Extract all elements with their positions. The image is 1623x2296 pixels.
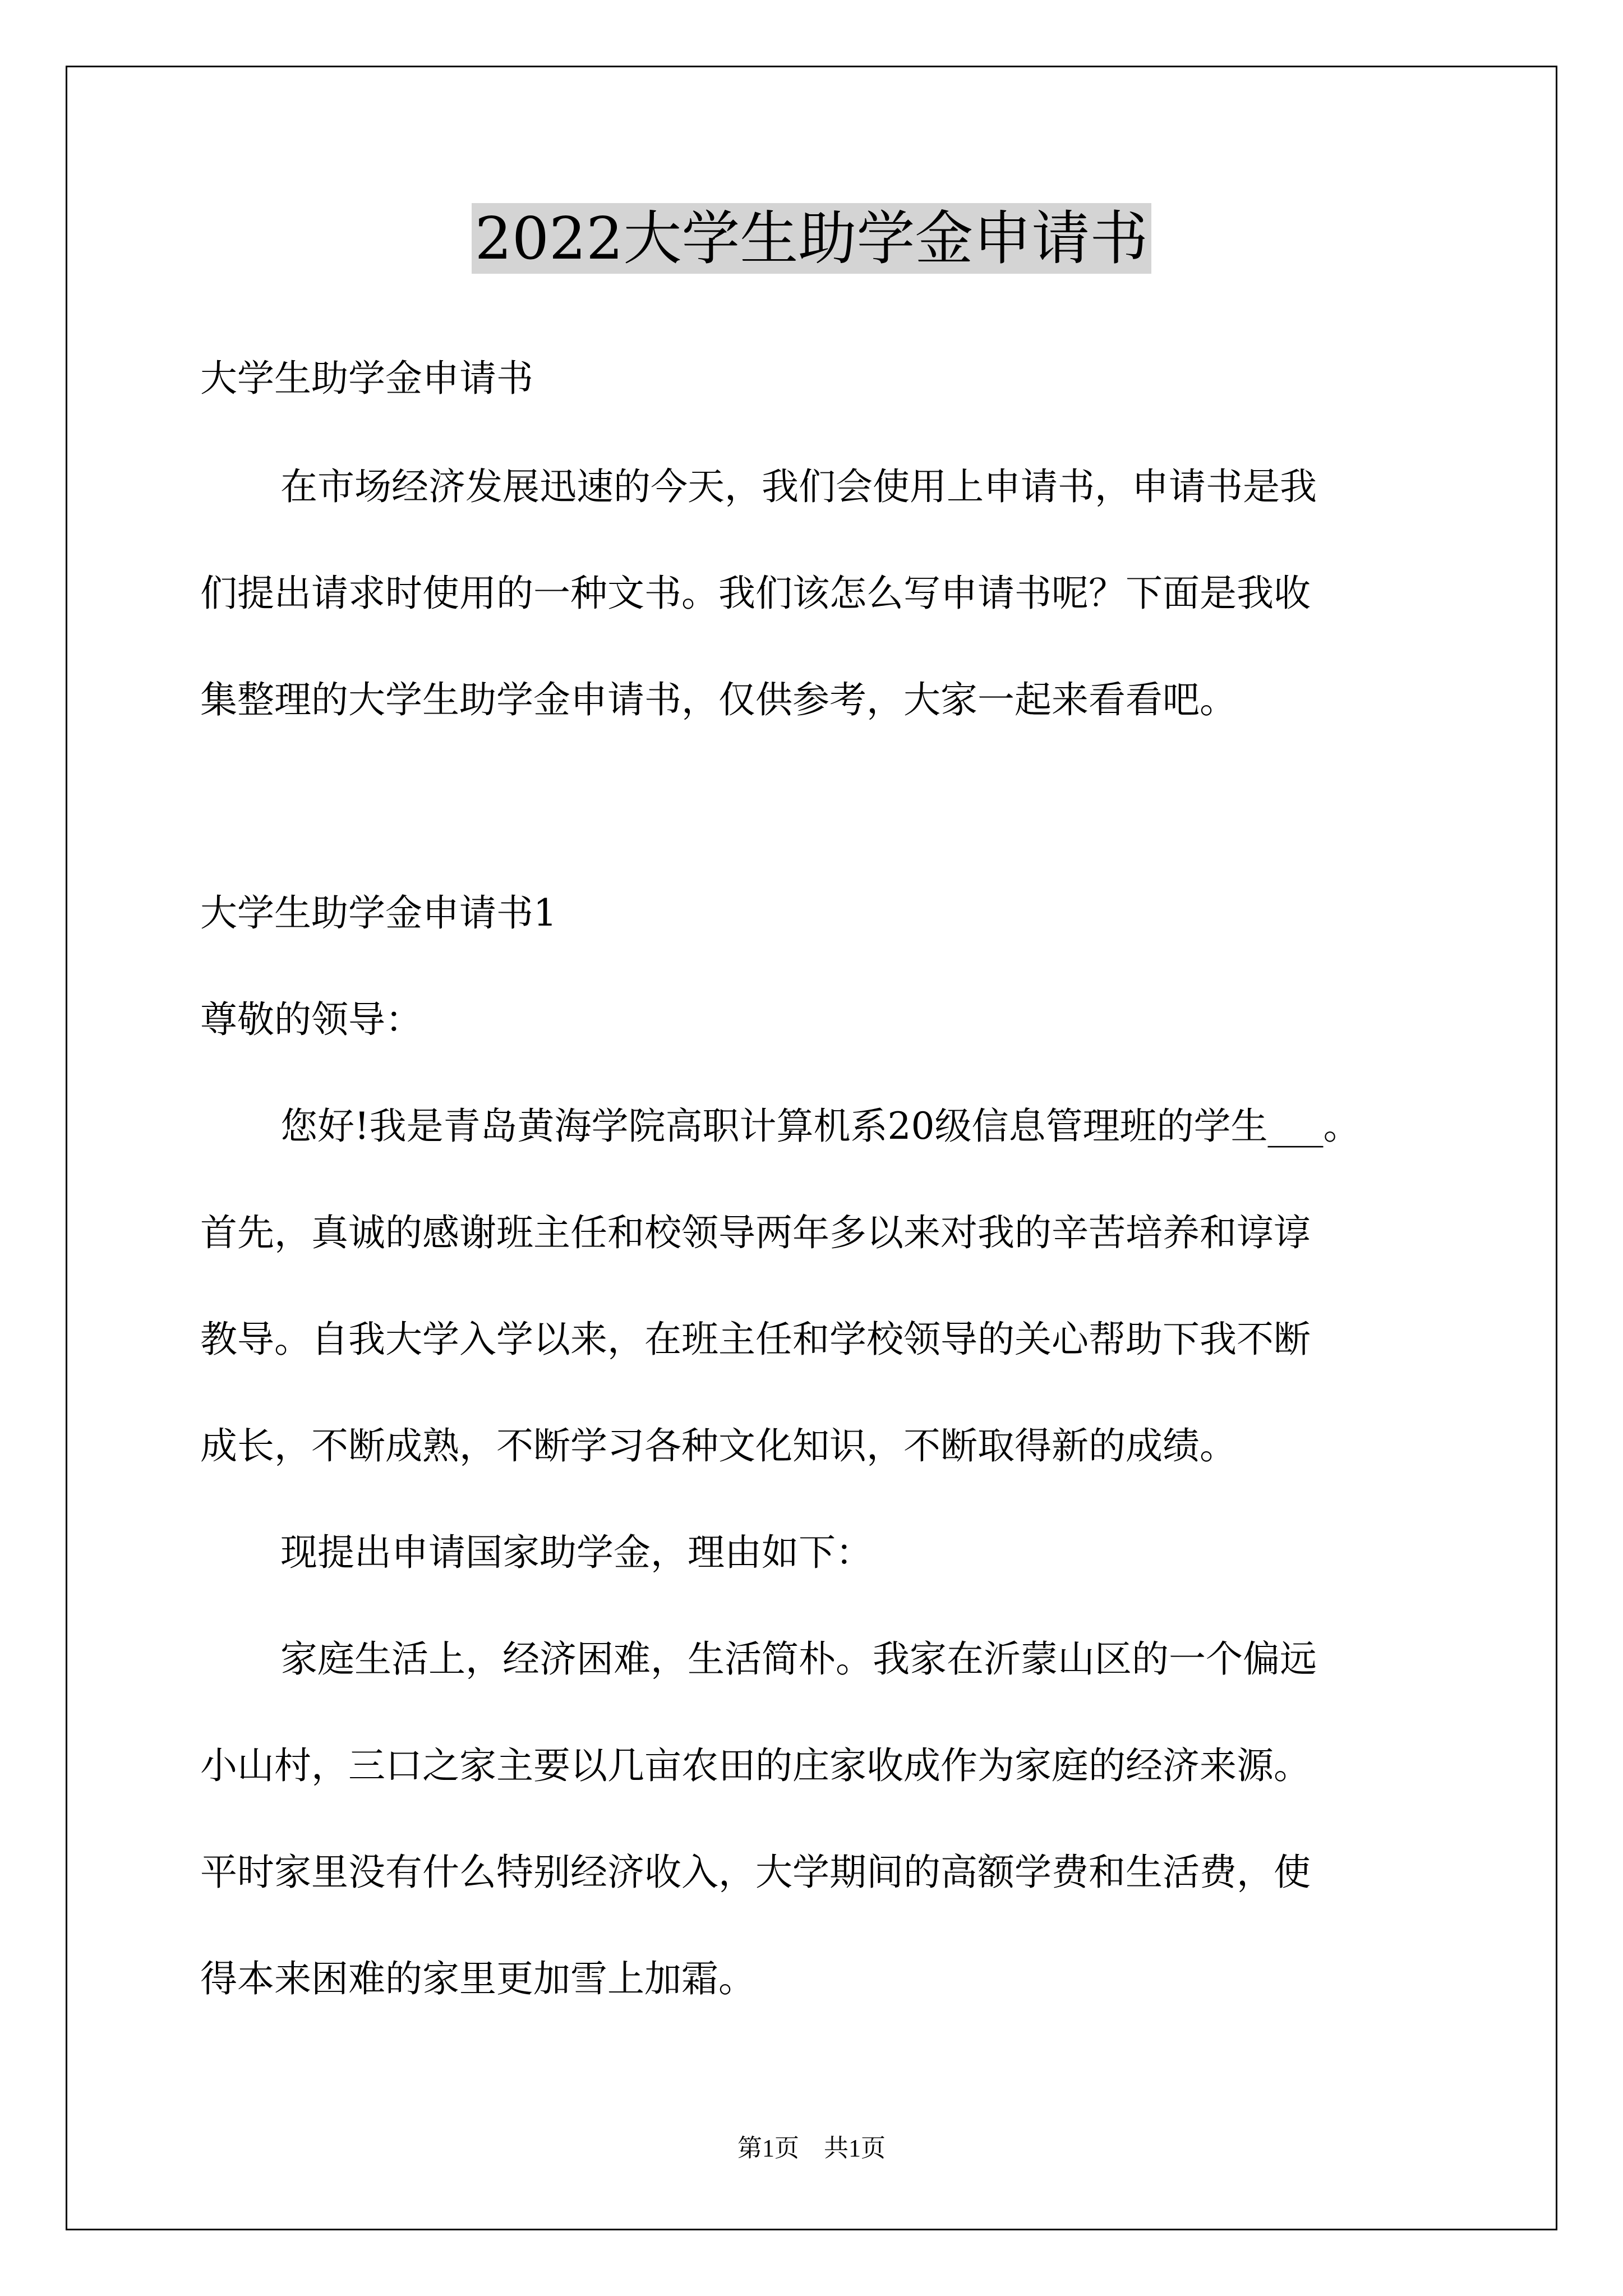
salutation: 尊敬的领导：: [200, 998, 422, 1041]
paragraph-line: 得本来困难的家里更加雪上加霜。: [200, 1957, 755, 2000]
title-text: 2022大学生助学金申请书: [472, 203, 1152, 274]
paragraph-line: 在市场经济发展迅速的今天，我们会使用上申请书，申请书是我: [280, 465, 1317, 508]
paragraph-line: 现提出申请国家助学金，理由如下：: [280, 1531, 873, 1574]
paragraph-line: 小山村，三口之家主要以几亩农田的庄家收成作为家庭的经济来源。: [200, 1744, 1311, 1787]
page-footer: 第1页 共1页: [737, 2134, 886, 2162]
paragraph-line: 成长，不断成熟，不断学习各种文化知识，不断取得新的成绩。: [200, 1424, 1237, 1467]
paragraph-line: 您好!我是青岛黄海学院高职计算机系20级信息管理班的学生___。: [280, 1105, 1361, 1148]
paragraph-line: 首先，真诚的感谢班主任和校领导两年多以来对我的辛苦培养和谆谆: [200, 1211, 1311, 1254]
paragraph-line: 教导。自我大学入学以来，在班主任和学校领导的关心帮助下我不断: [200, 1318, 1311, 1361]
paragraph-line: 平时家里没有什么特别经济收入，大学期间的高额学费和生活费，使: [200, 1851, 1311, 1894]
paragraph-line: 们提出请求时使用的一种文书。我们该怎么写申请书呢？下面是我收: [200, 572, 1311, 615]
section-heading: 大学生助学金申请书1: [200, 891, 557, 935]
document-title: [0, 199, 1623, 278]
paragraph-line: 家庭生活上，经济困难，生活简朴。我家在沂蒙山区的一个偏远: [280, 1637, 1317, 1681]
paragraph-line: 集整理的大学生助学金申请书，仅供参考，大家一起来看看吧。: [200, 678, 1237, 721]
subtitle-line: 大学生助学金申请书: [200, 357, 533, 400]
